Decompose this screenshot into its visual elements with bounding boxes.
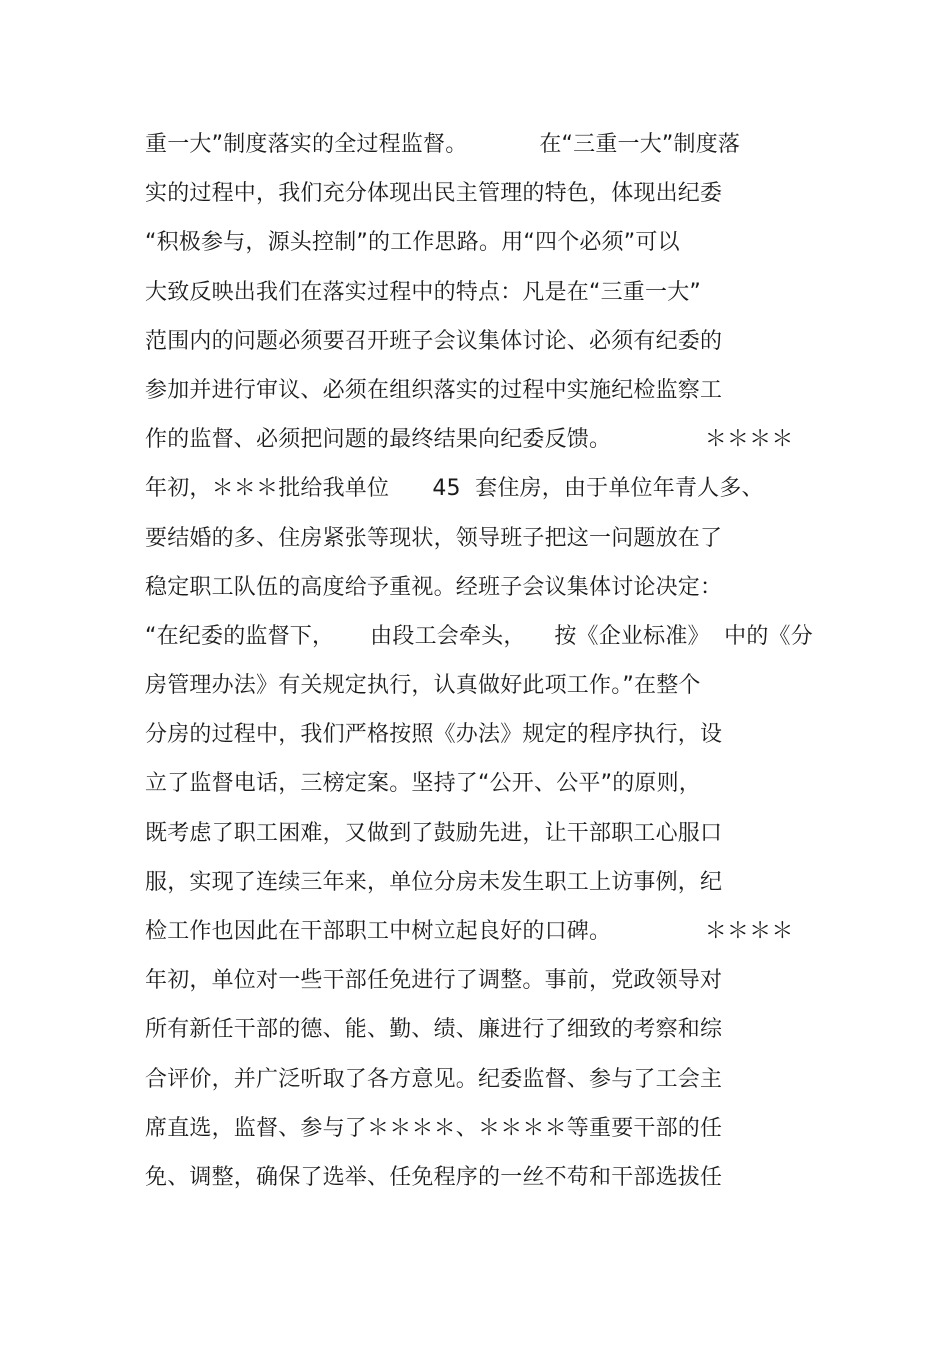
text-line: 分房的过程中，我们严格按照《办法》规定的程序执行，设: [145, 722, 723, 748]
text-line: 席直选，监督、参与了＊＊＊＊、＊＊＊＊等重要干部的任: [145, 1115, 723, 1141]
text-line: 要结婚的多、住房紧张等现状，领导班子把这一问题放在了: [145, 525, 723, 551]
text-line: 所有新任干部的德、能、勤、绩、廉进行了细致的考察和综: [145, 1017, 723, 1043]
text-line: 检工作也因此在干部职工中树立起良好的口碑。 ＊＊＊＊: [145, 919, 794, 944]
text-line: 年初，＊＊＊批给我单位 45 套住房，由于单位年青人多、: [145, 476, 764, 502]
text-line: 年初，单位对一些干部任免进行了调整。事前，党政领导对: [145, 968, 723, 994]
text-line: 参加并进行审议、必须在组织落实的过程中实施纪检监察工: [145, 377, 723, 403]
text-line: 大致反映出我们在落实过程中的特点：凡是在“三重一大”: [145, 279, 701, 305]
text-line: 免、调整，确保了选举、任免程序的一丝不苟和干部选拔任: [145, 1164, 723, 1190]
text-line: 重一大”制度落实的全过程监督。 在“三重一大”制度落: [145, 132, 741, 157]
text-line: 立了监督电话，三榜定案。坚持了“公开、公平”的原则，: [145, 771, 701, 797]
text-line: 作的监督、必须把问题的最终结果向纪委反馈。 ＊＊＊＊: [145, 427, 794, 453]
text-line: 既考虑了职工困难，又做到了鼓励先进，让干部职工心服口: [145, 820, 723, 846]
text-line: 服，实现了连续三年来，单位分房未发生职工上访事例，纪: [145, 869, 723, 895]
body-text: [145, 120, 825, 1202]
text-line: 合评价，并广泛听取了各方意见。纪委监督、参与了工会主: [145, 1066, 723, 1092]
text-line: “积极参与，源头控制”的工作思路。用“四个必须”可以: [145, 230, 680, 256]
text-line: “在纪委的监督下， 由段工会牵头， 按《企业标准》 中的《分: [145, 623, 813, 649]
text-line: 实的过程中，我们充分体现出民主管理的特色，体现出纪委: [145, 181, 723, 207]
text-line: 稳定职工队伍的高度给予重视。经班子会议集体讨论决定：: [145, 574, 723, 600]
text-line: 房管理办法》有关规定执行，认真做好此项工作。”在整个: [145, 673, 701, 699]
text-line: 范围内的问题必须要召开班子会议集体讨论、必须有纪委的: [145, 328, 723, 354]
